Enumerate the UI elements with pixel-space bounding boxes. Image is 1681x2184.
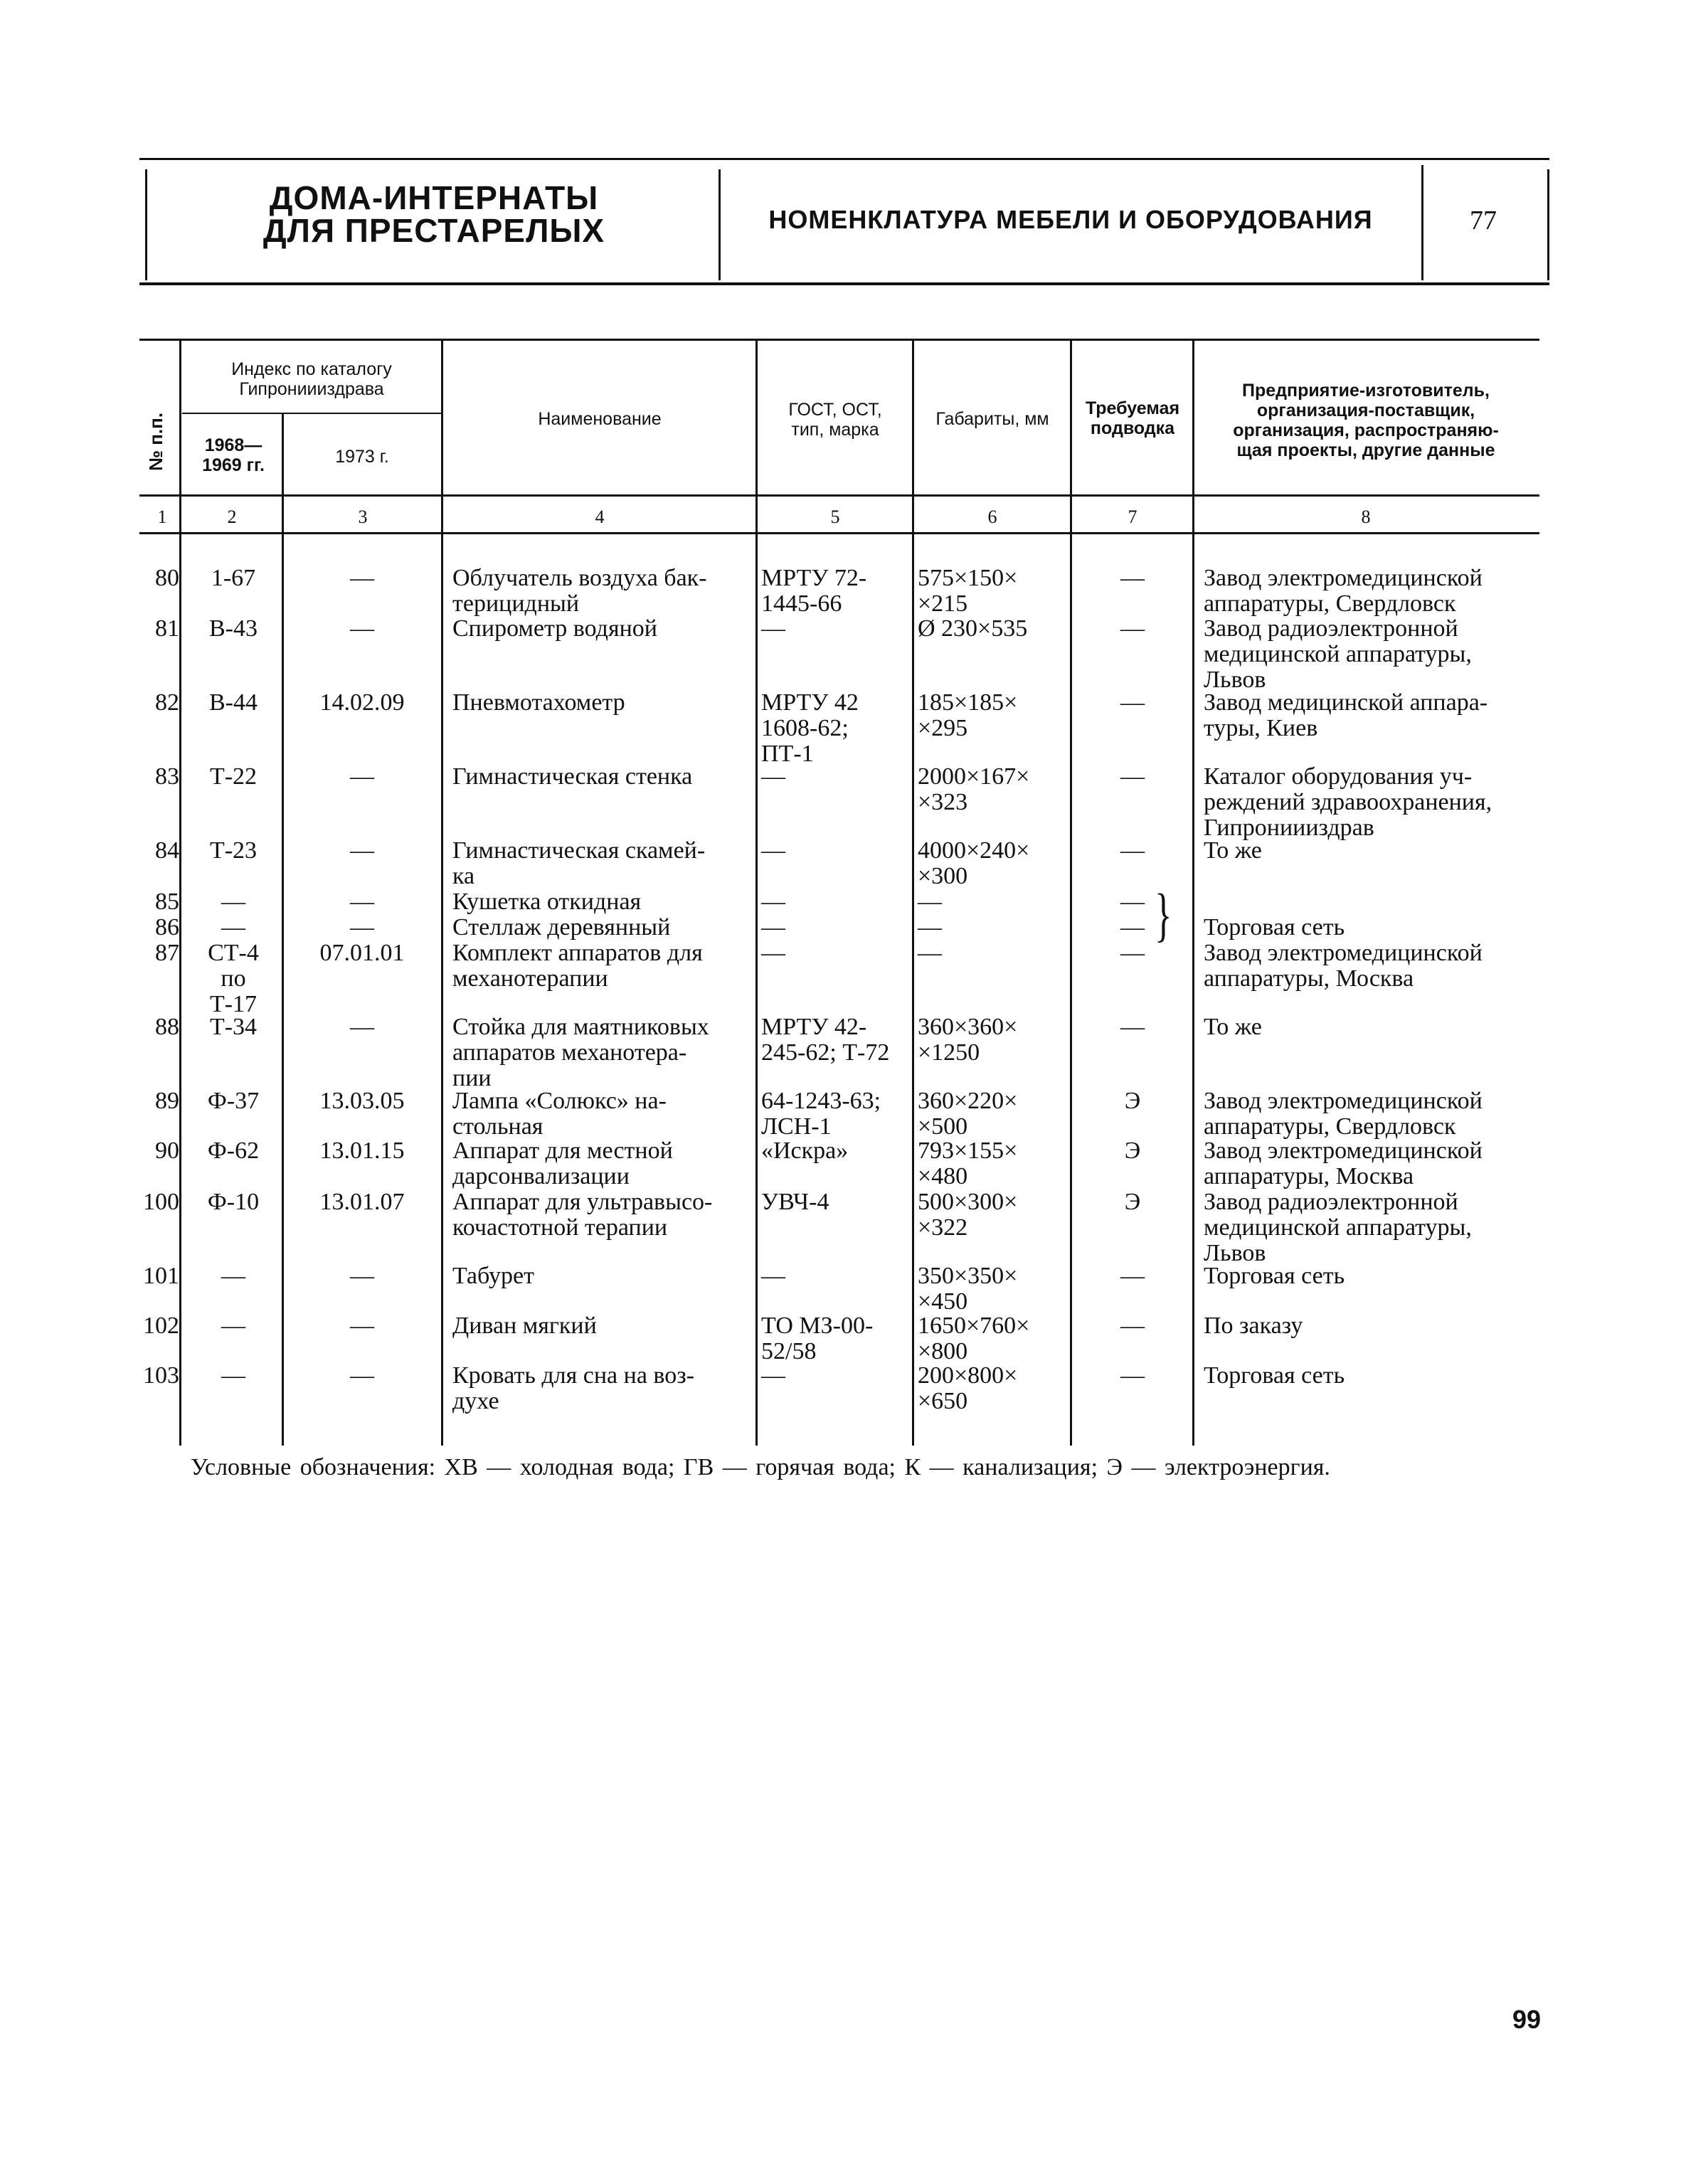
cell-index-1973: — [350, 565, 374, 591]
cell-gost: «Искра» [761, 1138, 849, 1164]
cell-row-number: 88 [155, 1014, 179, 1040]
cell-name: Диван мягкий [452, 1313, 597, 1339]
cell-supply: — [1120, 837, 1145, 864]
col-header-line: организация-поставщик, [1256, 401, 1475, 420]
cell-row-number: 100 [143, 1189, 179, 1215]
cell-row-number: 103 [143, 1362, 179, 1389]
cell-name: Гимнастическая стенка [452, 763, 693, 790]
cell-manufacturer: Торговая сеть [1204, 1362, 1345, 1389]
cell-row-number: 101 [143, 1263, 179, 1289]
cell-index-1973: 13.03.05 [319, 1088, 405, 1114]
column-number: 2 [227, 507, 237, 527]
cell-supply: — [1120, 889, 1145, 915]
cell-manufacturer: То же [1204, 837, 1262, 864]
column-number: 6 [987, 507, 997, 527]
col-header-line: подводка [1090, 418, 1175, 438]
cell-dimensions: 2000×167× ×323 [918, 763, 1030, 815]
cell-index-1968: — [221, 889, 245, 915]
cell-index-1973: 13.01.07 [319, 1189, 405, 1215]
cell-name: Лампа «Солюкс» на- стольная [452, 1088, 667, 1140]
cell-dimensions: 360×360× ×1250 [918, 1014, 1018, 1066]
header-divider [718, 169, 721, 280]
col-header-line: Гипрониииздрава [239, 379, 384, 399]
column-divider [1192, 340, 1194, 1446]
cell-supply: — [1120, 689, 1145, 716]
cell-manufacturer: Завод радиоэлектронной медицинской аппаратуры, Львов [1204, 615, 1472, 693]
cell-index-1973: — [350, 889, 374, 915]
cell-manufacturer: Торговая сеть [1204, 1263, 1345, 1289]
cell-gost: МРТУ 72- 1445-66 [761, 565, 867, 617]
cell-index-1968: Т-23 [209, 837, 258, 864]
section-title: НОМЕНКЛАТУРА МЕБЕЛИ И ОБОРУДОВАНИЯ [768, 205, 1373, 234]
cell-name: Аппарат для ультравысо- кочастотной терапии [452, 1189, 713, 1241]
cell-index-1968: Ф-62 [207, 1138, 260, 1164]
col-header-manufacturer [1195, 381, 1537, 460]
cell-dimensions: 360×220× ×500 [918, 1088, 1018, 1140]
cell-index-1973: 07.01.01 [319, 940, 405, 966]
cell-index-1968: Ф-37 [207, 1088, 260, 1114]
cell-index-1973: — [350, 1362, 374, 1389]
cell-dimensions: — [918, 889, 942, 915]
cell-gost: — [761, 889, 785, 915]
cell-supply: — [1120, 914, 1145, 940]
cell-name: Спирометр водяной [452, 615, 657, 642]
legend-note: Условные обозначения: ХВ — холодная вода; ГВ — горячая вода; К — канализация; Э — электроэнергия. [191, 1454, 1330, 1480]
col-header-index-1973: 1973 г. [335, 447, 389, 467]
col-header-line: щая проекты, другие данные [1236, 440, 1495, 460]
column-divider [441, 340, 443, 1446]
cell-gost: УВЧ-4 [761, 1189, 829, 1215]
cell-name: Стеллаж деревянный [452, 914, 671, 940]
cell-index-1968: 1-67 [211, 565, 256, 591]
cell-manufacturer: Завод радиоэлектронной медицинской аппаратуры, Львов [1204, 1189, 1472, 1266]
cell-dimensions: 200×800× ×650 [918, 1362, 1018, 1414]
header-top-rule [139, 158, 1549, 160]
cell-index-1968: — [221, 1313, 245, 1339]
cell-dimensions: 4000×240× ×300 [918, 837, 1030, 889]
cell-supply: Э [1124, 1088, 1141, 1114]
cell-supply: — [1120, 940, 1145, 966]
cell-manufacturer: Торговая сеть [1204, 914, 1345, 940]
cell-index-1968: Ф-10 [207, 1189, 260, 1215]
cell-row-number: 89 [155, 1088, 179, 1114]
cell-supply: Э [1124, 1138, 1141, 1164]
col-header-line: 1969 гг. [202, 455, 265, 475]
cell-gost: МРТУ 42- 245-62; Т-72 [761, 1014, 890, 1066]
column-divider [179, 340, 181, 1446]
col-header-line: 1968— [204, 435, 263, 455]
col-header-name: Наименование [538, 409, 662, 429]
cell-index-1973: — [350, 1014, 374, 1040]
cell-manufacturer: Завод электромедицинской аппаратуры, Свердловск [1204, 1088, 1483, 1140]
cell-row-number: 102 [143, 1313, 179, 1339]
cell-manufacturer: Завод электромедицинской аппаратуры, Свердловск [1204, 565, 1483, 617]
cell-dimensions: 1650×760× ×800 [918, 1313, 1030, 1364]
cell-row-number: 82 [155, 689, 179, 716]
cell-index-1973: — [350, 914, 374, 940]
cell-index-1968: — [221, 1263, 245, 1289]
column-number: 1 [157, 507, 167, 527]
cell-gost: — [761, 914, 785, 940]
cell-supply: — [1120, 565, 1145, 591]
cell-manufacturer: То же [1204, 1014, 1262, 1040]
header-bottom-rule [139, 282, 1549, 285]
cell-name: Аппарат для местной дарсонвализации [452, 1138, 673, 1189]
index-group-rule [182, 413, 441, 414]
document-title-line: ДЛЯ ПРЕСТАРЕЛЫХ [263, 212, 605, 249]
column-number: 5 [830, 507, 840, 527]
document-title [153, 181, 715, 247]
col-header-line: организация, распространяю- [1233, 420, 1499, 440]
cell-dimensions: Ø 230×535 [918, 615, 1028, 642]
cell-name: Табурет [452, 1263, 534, 1289]
column-divider [1070, 340, 1072, 1446]
cell-supply: Э [1124, 1189, 1141, 1215]
cell-index-1968: В-44 [209, 689, 258, 716]
col-header-line: тип, марка [791, 420, 879, 440]
brace-glyph: } [1155, 882, 1172, 948]
column-number: 4 [595, 507, 605, 527]
cell-supply: — [1120, 763, 1145, 790]
cell-index-1968: Т-34 [209, 1014, 258, 1040]
cell-gost: ТО МЗ-00- 52/58 [761, 1313, 874, 1364]
col-header-supply [1073, 398, 1192, 438]
cell-index-1968: — [221, 914, 245, 940]
cell-gost: — [761, 615, 785, 642]
cell-supply: — [1120, 1014, 1145, 1040]
cell-name: Стойка для маятниковых аппаратов механотера- пии [452, 1014, 709, 1091]
col-header-index-group [184, 359, 440, 399]
cell-manufacturer: По заказу [1204, 1313, 1303, 1339]
col-header-index-1968 [184, 435, 283, 475]
page-number: 99 [1512, 2005, 1542, 2034]
sheet-number: 77 [1470, 206, 1497, 235]
cell-dimensions: 185×185× ×295 [918, 689, 1018, 741]
cell-dimensions: — [918, 914, 942, 940]
cell-manufacturer: Завод электромедицинской аппаратуры, Москва [1204, 940, 1483, 992]
cell-manufacturer: Завод электромедицинской аппаратуры, Москва [1204, 1138, 1483, 1189]
cell-name: Гимнастическая скамей- ка [452, 837, 706, 889]
cell-supply: — [1120, 1263, 1145, 1289]
cell-gost: — [761, 1362, 785, 1389]
cell-row-number: 83 [155, 763, 179, 790]
column-number: 8 [1361, 507, 1371, 527]
cell-row-number: 86 [155, 914, 179, 940]
cell-index-1968: В-43 [209, 615, 258, 642]
col-header-num: № п.п. [145, 412, 166, 471]
cell-row-number: 87 [155, 940, 179, 966]
header-divider [1421, 165, 1423, 280]
cell-dimensions: 575×150× ×215 [918, 565, 1018, 617]
cell-name: Пневмотахометр [452, 689, 625, 716]
cell-dimensions: 500×300× ×322 [918, 1189, 1018, 1241]
cell-row-number: 81 [155, 615, 179, 642]
cell-index-1973: — [350, 837, 374, 864]
cell-dimensions: 350×350× ×450 [918, 1263, 1018, 1315]
cell-supply: — [1120, 1362, 1145, 1389]
cell-dimensions: 793×155× ×480 [918, 1138, 1018, 1189]
cell-gost: — [761, 763, 785, 790]
cell-manufacturer: Завод медицинской аппара- туры, Киев [1204, 689, 1488, 741]
column-number: 3 [358, 507, 368, 527]
cell-manufacturer: Каталог оборудования уч- реждений здравоохранения, Гипрониииздрав [1204, 763, 1492, 841]
column-divider [912, 340, 914, 1446]
cell-name: Кровать для сна на воз- духе [452, 1362, 694, 1414]
cell-index-1968: СТ-4 по Т-17 [208, 940, 259, 1017]
col-header-gost [758, 400, 912, 440]
cell-gost: — [761, 940, 785, 966]
cell-index-1973: — [350, 1263, 374, 1289]
cell-index-1973: — [350, 1313, 374, 1339]
cell-gost: МРТУ 42 1608-62; ПТ-1 [761, 689, 859, 767]
cell-gost: — [761, 837, 785, 864]
cell-supply: — [1120, 615, 1145, 642]
cell-row-number: 85 [155, 889, 179, 915]
cell-name: Облучатель воздуха бак- терицидный [452, 565, 707, 617]
col-header-line: ГОСТ, ОСТ, [788, 400, 882, 420]
col-header-line: Требуемая [1085, 398, 1180, 418]
cell-index-1973: 13.01.15 [319, 1138, 405, 1164]
cell-row-number: 90 [155, 1138, 179, 1164]
column-number: 7 [1128, 507, 1138, 527]
header-rule [139, 494, 1539, 497]
col-header-line: Предприятие-изготовитель, [1242, 381, 1490, 401]
cell-row-number: 80 [155, 565, 179, 591]
cell-row-number: 84 [155, 837, 179, 864]
table-top-rule [139, 339, 1539, 341]
cell-index-1973: — [350, 615, 374, 642]
col-header-dimensions: Габариты, мм [935, 409, 1049, 429]
cell-supply: — [1120, 1313, 1145, 1339]
cell-dimensions: — [918, 940, 942, 966]
cell-index-1973: 14.02.09 [319, 689, 405, 716]
document-title-line: ДОМА-ИНТЕРНАТЫ [269, 179, 599, 216]
cell-name: Кушетка откидная [452, 889, 642, 915]
col-header-line: Индекс по каталогу [231, 359, 392, 379]
cell-gost: 64-1243-63; ЛСН-1 [761, 1088, 881, 1140]
cell-index-1968: — [221, 1362, 245, 1389]
cell-name: Комплект аппаратов для механотерапии [452, 940, 703, 992]
cell-gost: — [761, 1263, 785, 1289]
column-divider [755, 340, 758, 1446]
cell-index-1968: Т-22 [209, 763, 258, 790]
column-number-rule [139, 532, 1539, 534]
cell-index-1973: — [350, 763, 374, 790]
